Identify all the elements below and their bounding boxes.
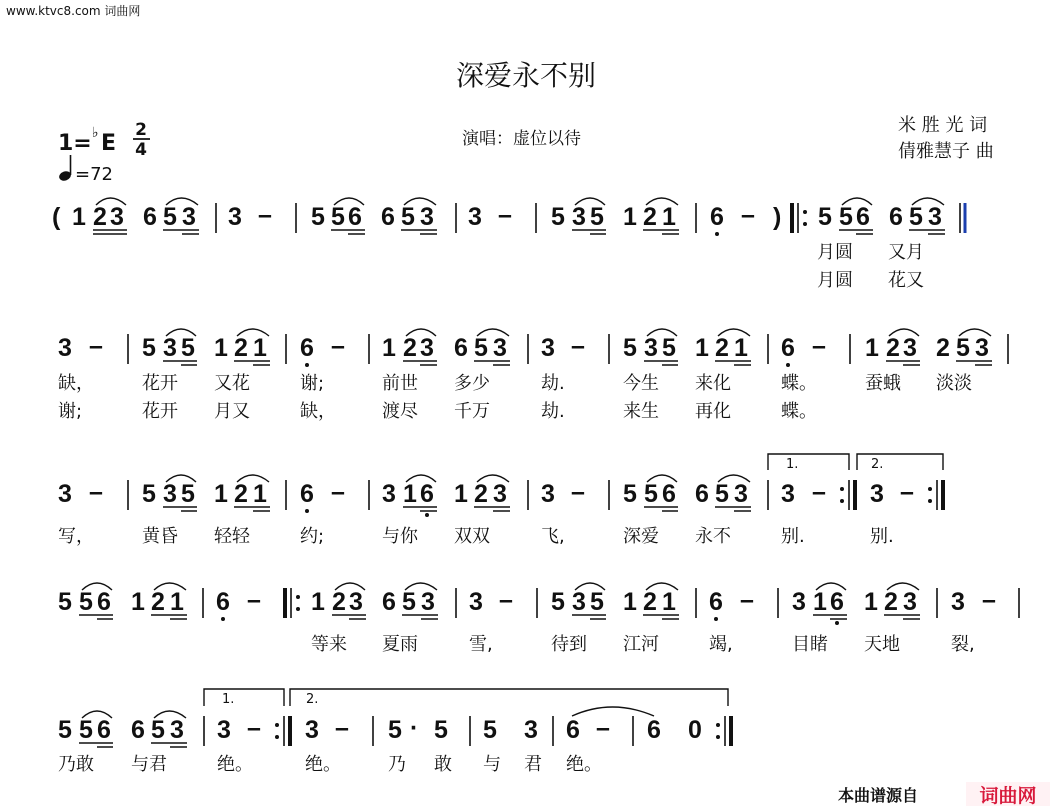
paren-close: ) — [773, 203, 782, 231]
lyric: 月圆 — [817, 242, 853, 263]
lyric: 绝。 — [305, 754, 341, 775]
note: 2 — [234, 334, 248, 362]
lyric: 与君 — [131, 754, 167, 775]
note: 3 — [468, 203, 482, 231]
volta-2: 2. — [871, 457, 884, 472]
lyric: 今生 — [623, 373, 659, 394]
note: 3 — [163, 334, 177, 362]
note: 1 — [311, 588, 325, 616]
note: 2 — [643, 588, 657, 616]
dash: – — [740, 586, 754, 614]
note: 3 — [469, 588, 483, 616]
lyric: 君 — [524, 754, 542, 775]
dash: – — [596, 714, 610, 742]
lyric: 写， — [58, 526, 94, 547]
dash: – — [335, 714, 349, 742]
note: 6 — [830, 588, 844, 616]
lyric: 谢; — [58, 401, 83, 422]
note: 6 — [420, 480, 434, 508]
note: 5 — [551, 588, 565, 616]
note: 2 — [884, 588, 898, 616]
lyric: 蝶。 — [781, 373, 817, 394]
note: 5 — [590, 588, 604, 616]
note: 5 — [551, 203, 565, 231]
note: 6 — [300, 480, 314, 508]
lyric: 蝶。 — [781, 401, 817, 422]
lyric: 天地 — [864, 634, 900, 655]
lyric: 再化 — [695, 401, 731, 422]
note: 5 — [151, 716, 165, 744]
note: 5 — [401, 203, 415, 231]
lyric: 飞, — [541, 526, 565, 547]
lyric: 渡尽 — [382, 401, 418, 422]
lyric: 敢 — [434, 754, 452, 775]
note: 5 — [311, 203, 325, 231]
note: 2 — [332, 588, 346, 616]
lyric: 永不 — [695, 526, 731, 547]
note: 1 — [403, 480, 417, 508]
note: 3 — [420, 334, 434, 362]
lyric: 月圆 — [817, 270, 853, 291]
note: 5 — [79, 716, 93, 744]
note: 1 — [214, 480, 228, 508]
note: 3 — [781, 480, 795, 508]
dash: – — [499, 586, 513, 614]
note: 6 — [454, 334, 468, 362]
note: 2 — [643, 203, 657, 231]
site-logo[interactable] — [966, 782, 1050, 807]
note: 5 — [331, 203, 345, 231]
lyric: 蚕蛾 — [865, 373, 901, 394]
lyric: 黄昏 — [142, 526, 178, 547]
dash: – — [89, 332, 103, 360]
note: 5 — [163, 203, 177, 231]
note: 2 — [715, 334, 729, 362]
note: 1 — [131, 588, 145, 616]
dash: – — [331, 478, 345, 506]
note: 5 — [79, 588, 93, 616]
lyric: 淡淡 — [936, 373, 972, 394]
note: 5 — [142, 334, 156, 362]
singer-credit: 演唱：虚位以待 — [462, 129, 581, 149]
note: 6 — [889, 203, 903, 231]
dot: · — [410, 714, 419, 742]
lyric: 花又 — [888, 270, 924, 291]
note: 6 — [216, 588, 230, 616]
note: 1 — [662, 588, 676, 616]
lyric: 花开 — [142, 401, 178, 422]
note: 3 — [541, 480, 555, 508]
note: 2 — [93, 203, 107, 231]
note: 5 — [58, 716, 72, 744]
key-note: E — [101, 131, 117, 156]
note: 6 — [381, 203, 395, 231]
tempo-marking — [58, 155, 113, 185]
note: 6 — [348, 203, 362, 231]
dash: – — [498, 201, 512, 229]
note: 3 — [524, 716, 538, 744]
song-title: 深爱永不别 — [455, 59, 597, 92]
lyric: 别. — [870, 526, 894, 547]
tempo-value: =72 — [75, 164, 113, 185]
note: 1 — [623, 203, 637, 231]
lyric: 轻轻 — [214, 526, 250, 547]
note: 5 — [909, 203, 923, 231]
lyric: 夏雨 — [382, 634, 418, 655]
note: 3 — [58, 480, 72, 508]
score-line-1 — [52, 198, 965, 291]
note: 2 — [474, 480, 488, 508]
note: 3 — [228, 203, 242, 231]
key-prefix: 1= — [58, 131, 92, 156]
score-line-3 — [58, 454, 943, 547]
note: 5 — [483, 716, 497, 744]
lyric: 前世 — [382, 373, 418, 394]
lyric: 谢; — [300, 373, 325, 394]
note: 5 — [181, 334, 195, 362]
note: 1 — [623, 588, 637, 616]
lyric: 别. — [781, 526, 805, 547]
lyric: 双双 — [454, 526, 490, 547]
site-watermark[interactable]: www.ktvc8.com 词曲网 — [6, 4, 141, 18]
composer-credit: 倩雅慧子 曲 — [898, 141, 994, 162]
note: 3 — [903, 334, 917, 362]
dash: – — [812, 478, 826, 506]
lyric: 劫. — [541, 401, 565, 422]
note: 1 — [170, 588, 184, 616]
source-label: 本曲谱源自 — [838, 786, 919, 805]
note: 3 — [382, 480, 396, 508]
lyric: 雪, — [469, 634, 493, 655]
lyric: 来化 — [695, 373, 731, 394]
note: 5 — [662, 334, 676, 362]
note: 3 — [792, 588, 806, 616]
note: 5 — [623, 334, 637, 362]
lyric: 目睹 — [792, 634, 828, 655]
note: 5 — [388, 716, 402, 744]
note: 1 — [72, 203, 86, 231]
note: 5 — [474, 334, 488, 362]
dash: – — [331, 332, 345, 360]
lyric: 劫. — [541, 373, 565, 394]
time-signature-top: 2 — [135, 120, 147, 140]
score-line-4 — [58, 583, 1019, 655]
note: 1 — [695, 334, 709, 362]
note: 1 — [662, 203, 676, 231]
key-signature — [58, 120, 150, 160]
note: 1 — [864, 588, 878, 616]
note: 3 — [217, 716, 231, 744]
lyric: 又花 — [214, 373, 250, 394]
note: 5 — [956, 334, 970, 362]
lyric: 千万 — [454, 401, 490, 422]
lyric: 约; — [300, 526, 325, 547]
note: 6 — [143, 203, 157, 231]
note: 3 — [163, 480, 177, 508]
note: 1 — [454, 480, 468, 508]
lyric: 待到 — [551, 634, 587, 655]
note: 5 — [839, 203, 853, 231]
lyric: 又月 — [888, 242, 924, 263]
note: 3 — [58, 334, 72, 362]
note: 6 — [856, 203, 870, 231]
dash: – — [741, 201, 755, 229]
note: 5 — [590, 203, 604, 231]
note: 3 — [182, 203, 196, 231]
note: 3 — [644, 334, 658, 362]
note: 3 — [572, 588, 586, 616]
note: 5 — [623, 480, 637, 508]
volta-1: 1. — [222, 692, 235, 707]
note: 2 — [886, 334, 900, 362]
note: 3 — [951, 588, 965, 616]
lyricist-credit: 米 胜 光 词 — [898, 115, 988, 136]
lyric: 月又 — [214, 401, 250, 422]
lyric: 裂, — [951, 634, 975, 655]
lyric: 深爱 — [623, 526, 659, 547]
note: 3 — [734, 480, 748, 508]
note: 5 — [818, 203, 832, 231]
note: 3 — [870, 480, 884, 508]
note: 1 — [865, 334, 879, 362]
note: 3 — [541, 334, 555, 362]
note: 6 — [695, 480, 709, 508]
note: 6 — [709, 588, 723, 616]
note: 6 — [662, 480, 676, 508]
note: 3 — [110, 203, 124, 231]
lyric: 乃 — [388, 754, 406, 775]
lyric: 等来 — [311, 634, 347, 655]
note: 6 — [131, 716, 145, 744]
dash: – — [900, 478, 914, 506]
lyric: 竭, — [709, 634, 733, 655]
note: 3 — [420, 203, 434, 231]
note: 2 — [234, 480, 248, 508]
flat-symbol: ♭ — [92, 125, 99, 141]
note: 6 — [300, 334, 314, 362]
note: 3 — [349, 588, 363, 616]
note: 6 — [97, 588, 111, 616]
lyric: 缺， — [300, 401, 336, 422]
note: 1 — [734, 334, 748, 362]
note: 5 — [58, 588, 72, 616]
note: 6 — [566, 716, 580, 744]
note: 5 — [434, 716, 448, 744]
lyric: 与 — [483, 754, 501, 775]
note: 0 — [688, 716, 702, 744]
dash: – — [571, 332, 585, 360]
note: 1 — [382, 334, 396, 362]
note: 3 — [170, 716, 184, 744]
volta-2: 2. — [306, 692, 319, 707]
note: 3 — [572, 203, 586, 231]
lyric: 乃敢 — [58, 754, 94, 775]
lyric: 花开 — [142, 373, 178, 394]
paren-open: ( — [52, 203, 61, 231]
dash: – — [89, 478, 103, 506]
lyric: 绝。 — [566, 754, 602, 775]
note: 6 — [647, 716, 661, 744]
note: 5 — [142, 480, 156, 508]
note: 3 — [928, 203, 942, 231]
note: 3 — [493, 334, 507, 362]
note: 1 — [214, 334, 228, 362]
note: 2 — [151, 588, 165, 616]
note: 1 — [813, 588, 827, 616]
note: 6 — [382, 588, 396, 616]
score-line-5 — [58, 689, 731, 775]
note: 6 — [710, 203, 724, 231]
dash: – — [247, 586, 261, 614]
lyric: 多少 — [454, 373, 490, 394]
note: 3 — [421, 588, 435, 616]
lyric: 来生 — [623, 401, 659, 422]
note: 5 — [402, 588, 416, 616]
note: 2 — [936, 334, 950, 362]
note: 2 — [403, 334, 417, 362]
dash: – — [247, 714, 261, 742]
volta-1: 1. — [786, 457, 799, 472]
note: 5 — [181, 480, 195, 508]
dash: – — [812, 332, 826, 360]
time-signature-bottom: 4 — [135, 140, 147, 160]
note: 6 — [781, 334, 795, 362]
score-line-2 — [58, 329, 1008, 422]
note: 3 — [903, 588, 917, 616]
note: 1 — [253, 334, 267, 362]
dash: – — [571, 478, 585, 506]
note: 3 — [305, 716, 319, 744]
lyric: 江河 — [623, 634, 659, 655]
lyric: 绝。 — [217, 754, 253, 775]
logo-text: 词曲网 — [979, 785, 1037, 807]
note: 5 — [715, 480, 729, 508]
note: 6 — [97, 716, 111, 744]
dash: – — [258, 201, 272, 229]
note: 3 — [975, 334, 989, 362]
note: 1 — [253, 480, 267, 508]
lyric: 与你 — [382, 526, 418, 547]
lyric: 缺， — [58, 373, 94, 394]
note: 3 — [493, 480, 507, 508]
note: 5 — [644, 480, 658, 508]
dash: – — [982, 586, 996, 614]
